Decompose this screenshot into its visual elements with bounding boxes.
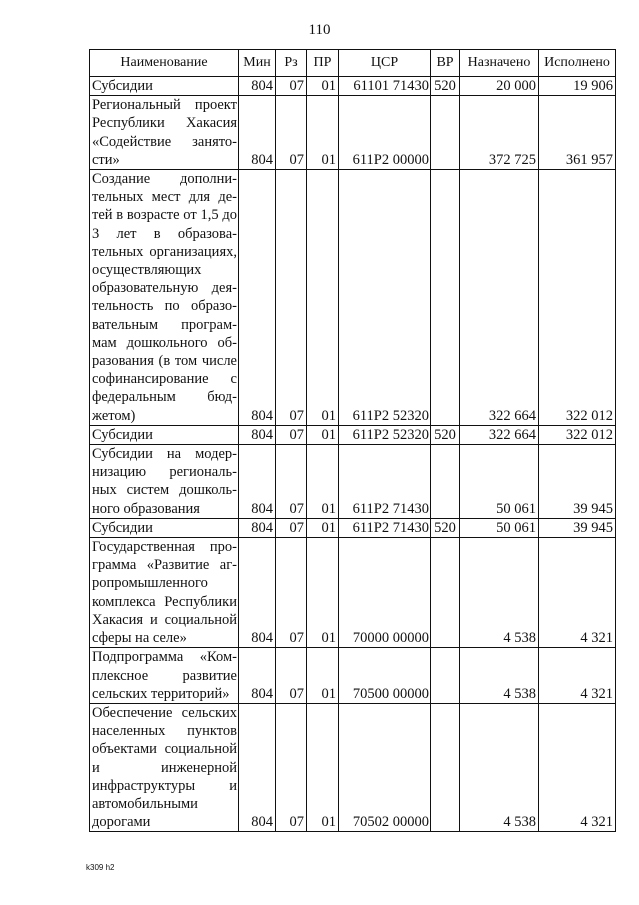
row-csr: 70500 00000 [339,648,431,704]
row-vr: 520 [431,77,460,96]
table-row [90,703,616,831]
row-name: Региональный проект Республики Хакасия «Содействие занятости» [90,96,239,170]
row-pr: 01 [307,445,339,519]
row-vr [431,170,460,426]
table-row [90,77,616,96]
row-name: Государственная программа «Развитие агропромышленного комплекса Республики Хакасия и социальной сферы на селе» [90,538,239,648]
row-vr [431,96,460,170]
column-header-vr: ВР [431,50,460,77]
table-row [90,538,616,648]
row-executed: 322 012 [539,425,616,444]
row-csr: 61101 71430 [339,77,431,96]
row-assigned: 4 538 [460,648,539,704]
column-header-rz: Рз [276,50,307,77]
table-header-row [90,50,616,77]
row-rz: 07 [276,77,307,96]
row-rz: 07 [276,518,307,537]
row-assigned: 20 000 [460,77,539,96]
row-name: Субсидии [90,518,239,537]
row-rz: 07 [276,170,307,426]
row-pr: 01 [307,538,339,648]
row-rz: 07 [276,648,307,704]
row-rz: 07 [276,538,307,648]
row-min: 804 [239,703,276,831]
row-csr: 611P2 52320 [339,425,431,444]
table-row [90,170,616,426]
row-csr: 70502 00000 [339,703,431,831]
row-vr: 520 [431,518,460,537]
column-header-name: Наименование [90,50,239,77]
row-executed: 4 321 [539,648,616,704]
row-min: 804 [239,445,276,519]
table-row [90,96,616,170]
row-name: Обеспечение сельских населенных пунктов объектами социальной и инженерной инфраструктуры и автомобильными дорогами [90,703,239,831]
row-executed: 322 012 [539,170,616,426]
row-pr: 01 [307,170,339,426]
row-pr: 01 [307,648,339,704]
table-body [90,77,616,832]
row-assigned: 372 725 [460,96,539,170]
row-name: Субсидии на модернизацию региональных систем дошкольного образования [90,445,239,519]
row-vr [431,703,460,831]
row-pr: 01 [307,703,339,831]
row-csr: 611P2 00000 [339,96,431,170]
row-rz: 07 [276,425,307,444]
row-min: 804 [239,425,276,444]
row-rz: 07 [276,703,307,831]
column-header-pr: ПР [307,50,339,77]
row-executed: 361 957 [539,96,616,170]
row-name: Создание дополнительных мест для детей в возрасте от 1,5 до 3 лет в образовательных организациях, осуществляющих образовательную деятельность по образовательным программам дошкольного образования (в том числе софинансирование с федеральным бюджетом) [90,170,239,426]
page-number: 110 [308,22,331,38]
row-csr: 611P2 71430 [339,445,431,519]
row-executed: 4 321 [539,703,616,831]
row-rz: 07 [276,445,307,519]
row-executed: 39 945 [539,445,616,519]
column-header-min: Мин [239,50,276,77]
row-assigned: 50 061 [460,518,539,537]
row-assigned: 4 538 [460,703,539,831]
row-vr [431,445,460,519]
row-min: 804 [239,648,276,704]
row-pr: 01 [307,425,339,444]
row-assigned: 322 664 [460,425,539,444]
row-name: Подпрограмма «Комплексное развитие сельских территорий» [90,648,239,704]
row-vr [431,648,460,704]
row-pr: 01 [307,77,339,96]
footer-document-code: k309 h2 [86,863,115,872]
row-assigned: 4 538 [460,538,539,648]
row-min: 804 [239,77,276,96]
budget-table [89,49,616,832]
row-vr: 520 [431,425,460,444]
column-header-assigned: Назначено [460,50,539,77]
row-assigned: 50 061 [460,445,539,519]
table-row [90,648,616,704]
row-executed: 39 945 [539,518,616,537]
row-executed: 19 906 [539,77,616,96]
row-executed: 4 321 [539,538,616,648]
row-vr [431,538,460,648]
column-header-csr: ЦСР [339,50,431,77]
table-row [90,445,616,519]
table-row [90,518,616,537]
row-name: Субсидии [90,77,239,96]
column-header-executed: Исполнено [539,50,616,77]
row-csr: 611P2 52320 [339,170,431,426]
row-name: Субсидии [90,425,239,444]
row-csr: 611P2 71430 [339,518,431,537]
row-pr: 01 [307,96,339,170]
row-csr: 70000 00000 [339,538,431,648]
row-rz: 07 [276,96,307,170]
row-pr: 01 [307,518,339,537]
row-min: 804 [239,518,276,537]
row-min: 804 [239,96,276,170]
row-assigned: 322 664 [460,170,539,426]
table-row [90,425,616,444]
row-min: 804 [239,170,276,426]
row-min: 804 [239,538,276,648]
